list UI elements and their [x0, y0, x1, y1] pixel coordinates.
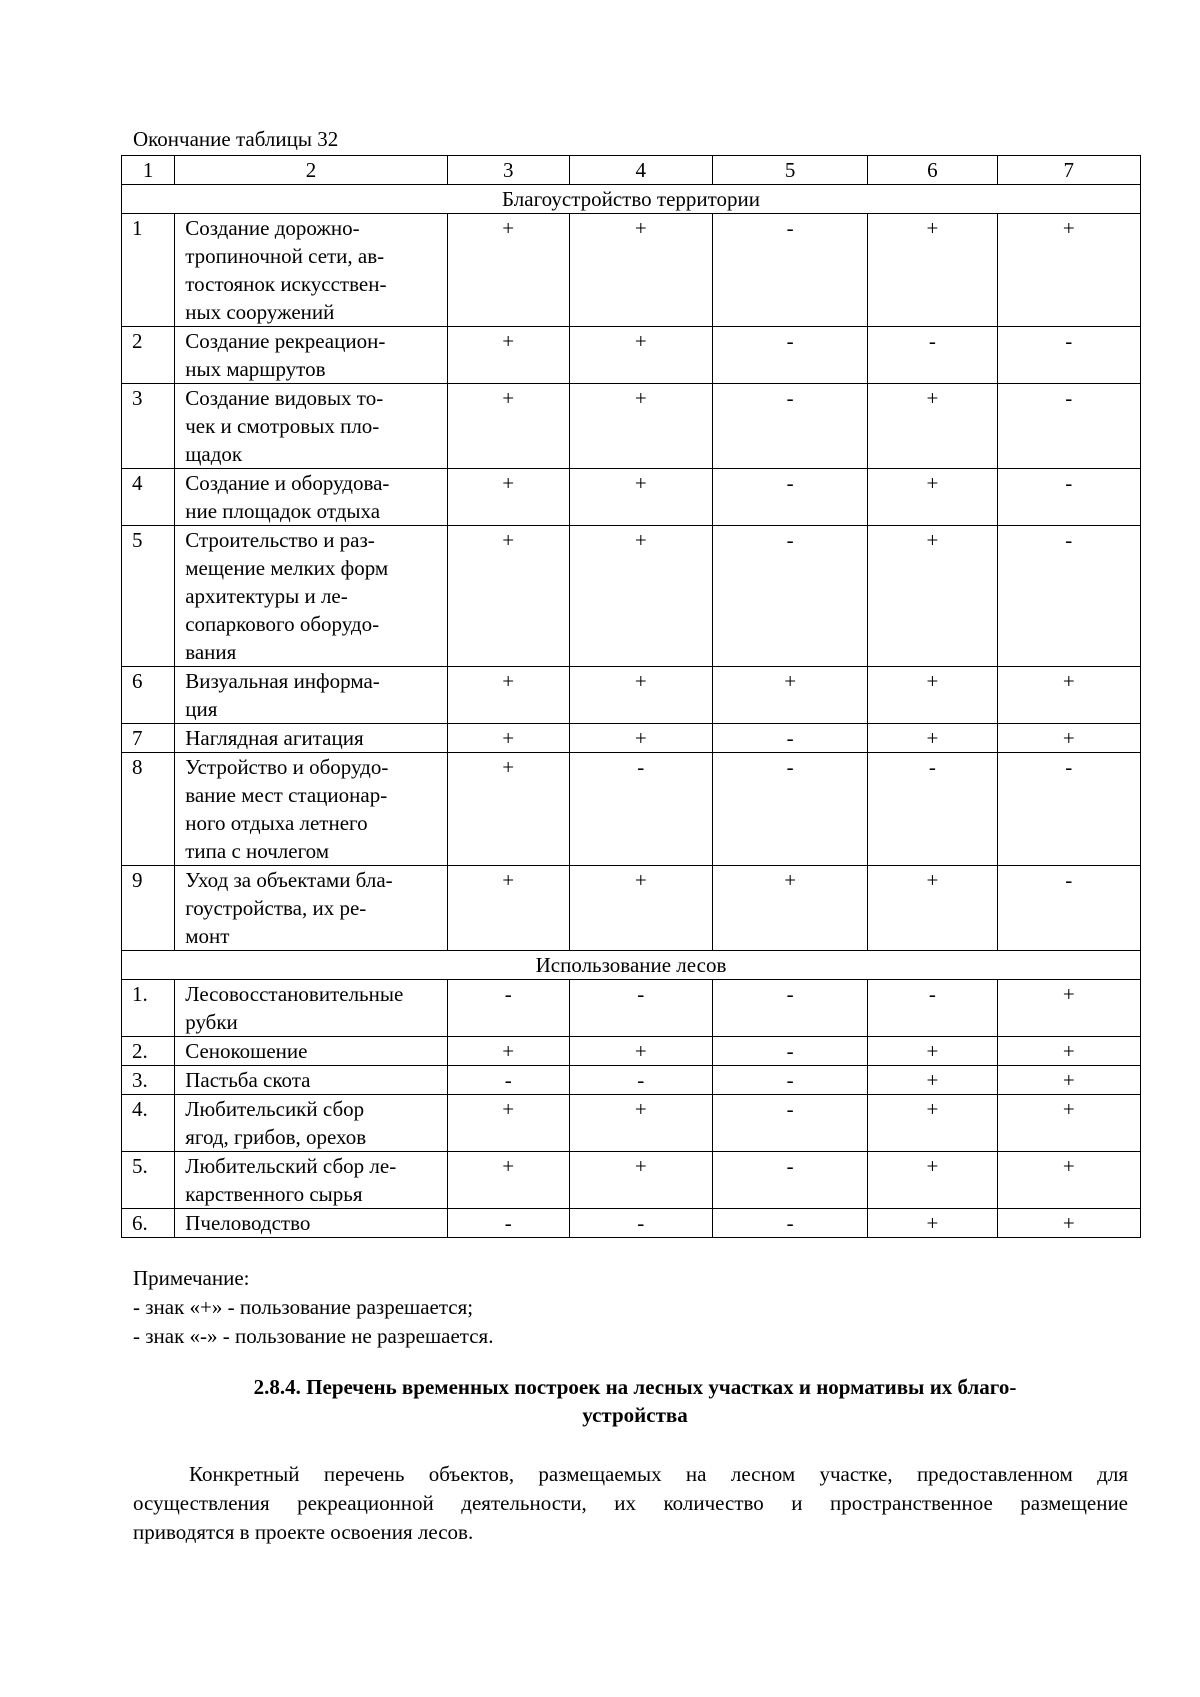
permission-mark-col-7: + — [997, 980, 1140, 1037]
permission-mark-col-7: + — [997, 1095, 1140, 1152]
permission-mark-col-7: + — [997, 1037, 1140, 1066]
permission-mark-col-7: + — [997, 667, 1140, 724]
note-item: - знак «-» - пользование не разрешается. — [133, 1324, 494, 1348]
permission-mark-col-6: + — [868, 1095, 997, 1152]
table-row — [122, 1152, 1141, 1209]
permission-mark-col-7: + — [997, 724, 1140, 753]
activity-name-line: карственного сырья — [185, 1182, 363, 1206]
permission-mark-col-5: - — [712, 980, 867, 1037]
permission-mark-col-5: - — [712, 469, 867, 526]
permission-mark-col-5: - — [712, 1037, 867, 1066]
row-number: 4 — [122, 469, 175, 526]
permission-mark-col-6: - — [868, 980, 997, 1037]
table-row — [122, 1209, 1141, 1238]
permission-mark-col-7: - — [997, 469, 1140, 526]
permission-mark-col-7: - — [997, 526, 1140, 667]
table-row — [122, 526, 1141, 667]
permission-mark-col-3: - — [447, 1209, 569, 1238]
permission-mark-col-6: - — [868, 327, 997, 384]
section-row — [122, 185, 1141, 214]
activity-name-line: ция — [185, 697, 218, 721]
permission-mark-col-7: + — [997, 214, 1140, 327]
permission-mark-col-3: + — [447, 384, 569, 469]
table-row — [122, 724, 1141, 753]
row-number: 5 — [122, 526, 175, 667]
table-row — [122, 1095, 1141, 1152]
section-heading-line: 2.8.4. Перечень временных построек на лесных участках и нормативы их благо- — [253, 1375, 1017, 1399]
permission-mark-col-5: - — [712, 1066, 867, 1095]
activity-name-line: монт — [185, 924, 230, 948]
permission-mark-col-4: + — [569, 667, 712, 724]
table-row — [122, 1066, 1141, 1095]
permission-mark-col-3: + — [447, 469, 569, 526]
permission-mark-col-7: - — [997, 866, 1140, 951]
permission-mark-col-3: + — [447, 753, 569, 866]
table-row — [122, 214, 1141, 327]
permission-mark-col-5: - — [712, 753, 867, 866]
activity-name — [175, 866, 448, 951]
section-row — [122, 951, 1141, 980]
row-number: 1. — [122, 980, 175, 1037]
permission-mark-col-3: + — [447, 724, 569, 753]
permission-mark-col-4: - — [569, 1209, 712, 1238]
permission-mark-col-4: + — [569, 214, 712, 327]
permission-mark-col-6: + — [868, 1066, 997, 1095]
permission-mark-col-6: + — [868, 667, 997, 724]
activity-name — [175, 1095, 448, 1152]
activity-name-line: Визуальная информа- — [185, 669, 380, 693]
permitted-use-table — [121, 155, 1141, 1238]
section-heading-line: устройства — [582, 1403, 688, 1427]
row-number: 5. — [122, 1152, 175, 1209]
row-number: 9 — [122, 866, 175, 951]
table-caption: Окончание таблицы 32 — [133, 127, 339, 151]
activity-name-line: Любительсикй сбор — [185, 1097, 365, 1121]
activity-name — [175, 1209, 448, 1238]
permission-mark-col-3: - — [447, 1066, 569, 1095]
permission-mark-col-3: + — [447, 1095, 569, 1152]
permission-mark-col-5: - — [712, 384, 867, 469]
activity-name-line: мещение мелких форм — [185, 556, 389, 580]
activity-name — [175, 667, 448, 724]
permission-mark-col-4: + — [569, 327, 712, 384]
row-number: 7 — [122, 724, 175, 753]
activity-name-line: вания — [185, 640, 237, 664]
activity-name-line: ягод, грибов, орехов — [185, 1125, 367, 1149]
table-body — [122, 156, 1141, 1238]
activity-name — [175, 1037, 448, 1066]
permission-mark-col-6: + — [868, 526, 997, 667]
permission-mark-col-4: + — [569, 1152, 712, 1209]
permission-mark-col-3: + — [447, 327, 569, 384]
column-header-6: 6 — [868, 156, 997, 185]
permission-mark-col-4: - — [569, 1066, 712, 1095]
table-row — [122, 1037, 1141, 1066]
row-number: 8 — [122, 753, 175, 866]
activity-name-line: Любительский сбор ле- — [185, 1154, 397, 1178]
permission-mark-col-4: - — [569, 980, 712, 1037]
permission-mark-col-7: + — [997, 1066, 1140, 1095]
activity-name-line: чек и смотровых пло- — [185, 414, 380, 438]
activity-name-line: ного отдыха летнего — [185, 811, 368, 835]
row-number: 3. — [122, 1066, 175, 1095]
permission-mark-col-3: + — [447, 526, 569, 667]
permission-mark-col-5: - — [712, 526, 867, 667]
row-number: 2. — [122, 1037, 175, 1066]
activity-name-line: Устройство и оборудо- — [185, 755, 389, 779]
activity-name-line: сопаркового оборудо- — [185, 612, 380, 636]
permission-mark-col-3: + — [447, 866, 569, 951]
activity-name-line: Пчеловодство — [185, 1211, 311, 1235]
activity-name-line: Создание рекреацион- — [185, 329, 386, 353]
row-number: 6 — [122, 667, 175, 724]
permission-mark-col-6: + — [868, 469, 997, 526]
row-number: 6. — [122, 1209, 175, 1238]
row-number: 1 — [122, 214, 175, 327]
permission-mark-col-4: - — [569, 753, 712, 866]
table-row — [122, 667, 1141, 724]
activity-name — [175, 724, 448, 753]
activity-name — [175, 327, 448, 384]
table-note — [133, 1264, 493, 1351]
permission-mark-col-7: - — [997, 384, 1140, 469]
table-row — [122, 753, 1141, 866]
activity-name-line: рубки — [185, 1010, 238, 1034]
permission-mark-col-3: + — [447, 667, 569, 724]
permission-mark-col-4: + — [569, 526, 712, 667]
activity-name-line: архитектуры и ле- — [185, 584, 348, 608]
permission-mark-col-5: - — [712, 724, 867, 753]
permission-mark-col-7: - — [997, 753, 1140, 866]
activity-name — [175, 1066, 448, 1095]
table-row — [122, 327, 1141, 384]
column-header-7: 7 — [997, 156, 1140, 185]
permission-mark-col-3: + — [447, 1037, 569, 1066]
activity-name — [175, 469, 448, 526]
activity-name-line: ние площадок отдыха — [185, 499, 381, 523]
permission-mark-col-6: + — [868, 1209, 997, 1238]
permission-mark-col-5: + — [712, 667, 867, 724]
permission-mark-col-5: - — [712, 327, 867, 384]
column-header-4: 4 — [569, 156, 712, 185]
paragraph-line: приводятся в проекте освоения лесов. — [133, 1520, 474, 1544]
permission-mark-col-6: + — [868, 1152, 997, 1209]
permission-mark-col-4: + — [569, 1037, 712, 1066]
row-number: 4. — [122, 1095, 175, 1152]
activity-name-line: щадок — [185, 442, 243, 466]
permission-mark-col-5: + — [712, 866, 867, 951]
table-row — [122, 469, 1141, 526]
permission-mark-col-4: + — [569, 1095, 712, 1152]
permission-mark-col-6: + — [868, 384, 997, 469]
activity-name-line: ных маршрутов — [185, 357, 326, 381]
permission-mark-col-6: + — [868, 1037, 997, 1066]
section-title: Благоустройство территории — [122, 185, 1141, 214]
permission-mark-col-6: + — [868, 866, 997, 951]
permission-mark-col-5: - — [712, 1209, 867, 1238]
activity-name-line: Строительство и раз- — [185, 528, 375, 552]
column-header-1: 1 — [122, 156, 175, 185]
note-title: Примечание: — [133, 1266, 250, 1290]
section-heading — [170, 1373, 1100, 1429]
paragraph-line: осуществления рекреационной деятельности, их количество и пространственное размещение — [133, 1491, 1128, 1515]
activity-name-line: Создание видовых то- — [185, 386, 384, 410]
permission-mark-col-5: - — [712, 214, 867, 327]
activity-name-line: вание мест стационар- — [185, 783, 388, 807]
activity-name-line: Наглядная агитация — [185, 726, 364, 750]
body-paragraph — [133, 1460, 1128, 1547]
activity-name-line: ных сооружений — [185, 300, 335, 324]
permission-mark-col-6: + — [868, 724, 997, 753]
permission-mark-col-4: + — [569, 866, 712, 951]
activity-name-line: Уход за объектами бла- — [185, 868, 393, 892]
permission-mark-col-6: - — [868, 753, 997, 866]
table-row — [122, 384, 1141, 469]
permission-mark-col-7: - — [997, 327, 1140, 384]
activity-name-line: гоустройства, их ре- — [185, 896, 367, 920]
activity-name — [175, 526, 448, 667]
activity-name — [175, 980, 448, 1037]
table-row — [122, 866, 1141, 951]
column-header-5: 5 — [712, 156, 867, 185]
permission-mark-col-7: + — [997, 1152, 1140, 1209]
permission-mark-col-4: + — [569, 724, 712, 753]
row-number: 3 — [122, 384, 175, 469]
activity-name-line: тропиночной сети, ав- — [185, 244, 385, 268]
permission-mark-col-4: + — [569, 469, 712, 526]
column-header-2: 2 — [175, 156, 448, 185]
permission-mark-col-3: + — [447, 1152, 569, 1209]
permission-mark-col-5: - — [712, 1095, 867, 1152]
row-number: 2 — [122, 327, 175, 384]
activity-name-line: Создание дорожно- — [185, 216, 360, 240]
activity-name-line: Лесовосстановительные — [185, 982, 404, 1006]
activity-name — [175, 384, 448, 469]
note-item: - знак «+» - пользование разрешается; — [133, 1295, 474, 1319]
permission-mark-col-6: + — [868, 214, 997, 327]
activity-name — [175, 753, 448, 866]
activity-name — [175, 1152, 448, 1209]
section-title: Использование лесов — [122, 951, 1141, 980]
permission-mark-col-3: + — [447, 214, 569, 327]
permission-mark-col-7: + — [997, 1209, 1140, 1238]
permission-mark-col-5: - — [712, 1152, 867, 1209]
activity-name-line: Создание и оборудова- — [185, 471, 390, 495]
permission-mark-col-4: + — [569, 384, 712, 469]
activity-name — [175, 214, 448, 327]
activity-name-line: тостоянок искусствен- — [185, 272, 387, 296]
table-header-row — [122, 156, 1141, 185]
paragraph-line: Конкретный перечень объектов, размещаемых на лесном участке, предоставленном для — [189, 1462, 1128, 1486]
activity-name-line: Пастьба скота — [185, 1068, 311, 1092]
activity-name-line: Сенокошение — [185, 1039, 308, 1063]
activity-name-line: типа с ночлегом — [185, 839, 330, 863]
table-row — [122, 980, 1141, 1037]
column-header-3: 3 — [447, 156, 569, 185]
permission-mark-col-3: - — [447, 980, 569, 1037]
